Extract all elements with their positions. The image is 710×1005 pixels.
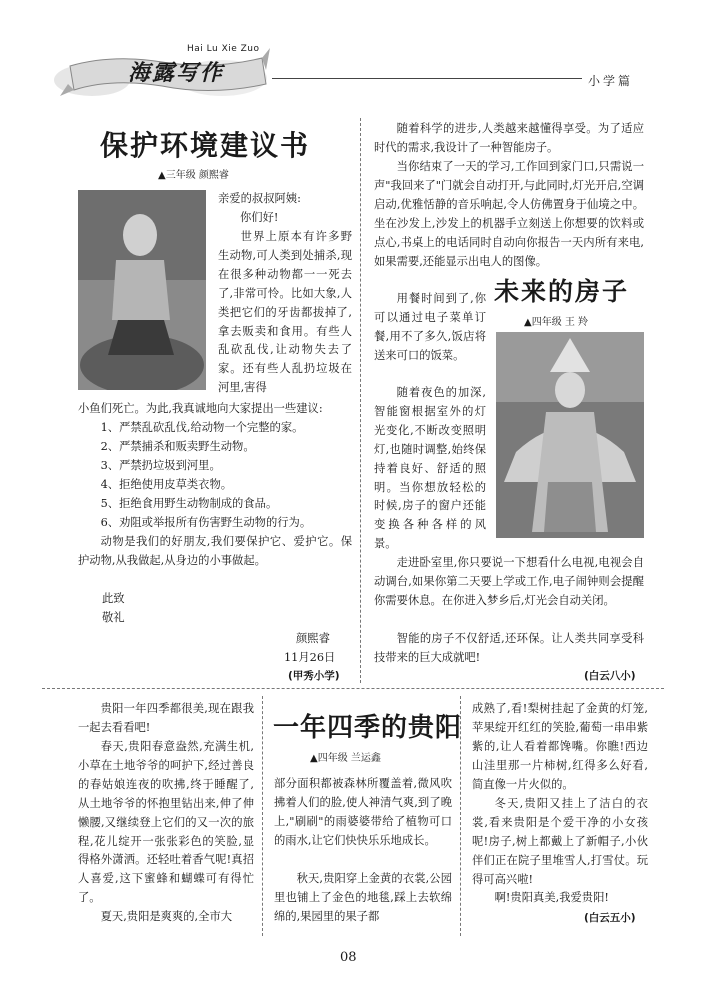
- list-item: 6、劝阻或举报所有伤害野生动物的行为。: [100, 515, 312, 529]
- article3-col3-para1: 成熟了,看!梨树挂起了金黄的灯笼,苹果绽开红红的笑脸,葡萄一串串紫紫的,让人看着都馋嘴。你瞧!西边山洼里那一片柿树,红得多么好看,简直像一片火似的。: [472, 702, 648, 791]
- article1-date: 11月26日: [284, 651, 336, 664]
- article1-greeting: 你们好!: [240, 211, 279, 224]
- article1-byline: ▲三年级 颜熙睿: [158, 170, 229, 181]
- article1-suggestion-list: [78, 419, 352, 532]
- list-item: 5、拒绝食用野生动物制成的食品。: [100, 496, 278, 510]
- column-divider: [460, 696, 461, 936]
- article2-paragraph-4: 随着夜色的加深,智能窗根据室外的灯光变化,不断改变照明灯,也随时调整,始终保持着良好、舒适的照明。当你想放轻松的时候,房子的窗户还能变换各种各样的风景。: [374, 386, 486, 551]
- article2-paragraph-5: 走进卧室里,你只要说一下想看什么电视,电视会自动调台,如果你第二天要上学或工作,电子闹钟则会提醒你需要休息。在你进入梦乡后,灯光会自动关闭。: [374, 556, 644, 607]
- section-divider: [42, 688, 664, 689]
- article1-title: 保护环境建议书: [100, 129, 311, 162]
- article2-school: (白云八小): [584, 670, 636, 682]
- article3-col3-para2: 冬天,贵阳又挂上了洁白的衣裳,看来贵阳是个爱干净的小女孩呢!房子,树上都戴上了新帽子,小伙伴们正在院子里堆雪人,打雪仗。玩得可高兴啦!: [472, 797, 648, 886]
- article2-paragraph-2: 当你结束了一天的学习,工作回到家门口,只需说一声"我回来了"门就会自动打开,与此同时,灯光开启,空调启动,优雅恬静的音乐响起,令人仿佛置身于仙境之中。坐在沙发上,沙发上的机器手立刻送上你想要的饮料或点心,书桌上的电话同时自动向你报告一天内所有来电,如果需要,还能显示出电人的图像。: [374, 160, 644, 268]
- article3-col3-para3: 啊!贵阳真美,我爱贵阳!: [494, 891, 609, 904]
- column-divider: [262, 696, 263, 936]
- article3-byline: ▲四年级 兰运鑫: [310, 753, 381, 764]
- page-number: 08: [340, 950, 357, 965]
- article2-paragraph-1: 随着科学的进步,人类越来越懂得享受。为了适应时代的需求,我设计了一种智能房子。: [374, 122, 644, 154]
- article1-closing-1: 此致: [102, 592, 125, 605]
- article1-closing-2: 敬礼: [102, 611, 125, 624]
- article1-signature: 颜熙睿: [296, 632, 330, 645]
- list-item: 1、严禁乱砍乱伐,给动物一个完整的家。: [100, 421, 304, 434]
- article1-paragraph-2: 动物是我们的好朋友,我们要保护它、爱护它。保护动物,从我做起,从身边的小事做起。: [78, 535, 352, 567]
- article2-author-photo: [496, 332, 644, 538]
- column-divider: [360, 118, 361, 683]
- list-item: 3、严禁扔垃圾到河里。: [100, 458, 221, 472]
- list-item: 2、严禁捕杀和贩卖野生动物。: [100, 439, 255, 453]
- article1-author-photo: [78, 190, 206, 390]
- header-section-label: 小学篇: [588, 74, 634, 88]
- article3-school: (白云五小): [584, 912, 636, 924]
- article3-col2-para2: 秋天,贵阳穿上金黄的衣裳,公园里也铺上了金色的地毯,踩上去软绵绵的,果园里的果子都: [274, 872, 452, 923]
- article1-paragraph-1b: 小鱼们死亡。为此,我真诚地向大家提出一些建议:: [78, 402, 323, 415]
- article2-paragraph-3: 用餐时间到了,你可以通过电子菜单订餐,用不了多久,饭店将送来可口的饭菜。: [374, 292, 486, 362]
- article1-school: (甲秀小学): [288, 670, 340, 682]
- article3-col1-para2: 春天,贵阳春意盎然,充满生机,小草在土地爷爷的呵护下,经过善良的春姑娘连夜的吹拂,终于睡醒了,从土地爷爷的怀抱里钻出来,伸了伸懒腰,又继续登上它们的又一次的旅程,花儿绽开一张张彩色的笑脸,显得格外潇洒。还轻吐着香气呢!真招人喜爱,这下蜜蜂和蝴蝶可有得忙了。: [78, 740, 254, 905]
- header-rule: [272, 78, 582, 79]
- article1-salutation: 亲爱的叔叔阿姨:: [218, 192, 301, 205]
- article1-paragraph-1a: 世界上原本有许多野生动物,可人类到处捕杀,现在很多种动物都一一死去了,非常可怜。比如大象,人类把它们的牙齿都拔掉了,拿去贩卖和食用。有些人乱砍乱伐,让动物失去了家。还有些人乱扔垃圾在河里,害得: [218, 230, 352, 395]
- article3-col1-para1: 贵阳一年四季都很美,现在跟我一起去看看吧!: [78, 702, 254, 734]
- header-title: 海露写作: [128, 60, 225, 86]
- article2-byline: ▲四年级 王 羚: [524, 317, 589, 328]
- article3-title: 一年四季的贵阳: [273, 713, 463, 743]
- article3-col2-para1: 部分面积都被森林所覆盖着,微风吹拂着人们的脸,使人神清气爽,到了晚上,"刷刷"的雨婆婆带给了植物可口的雨水,让它们快快乐乐地成长。: [274, 777, 452, 847]
- article2-paragraph-6: 智能的房子不仅舒适,还环保。让人类共同享受科技带来的巨大成就吧!: [374, 632, 644, 664]
- header-pinyin: Hai Lu Xie Zuo: [187, 44, 260, 54]
- article2-title: 未来的房子: [494, 277, 630, 306]
- list-item: 4、拒绝使用皮草类衣物。: [100, 477, 233, 491]
- article3-col1-para3: 夏天,贵阳是爽爽的,全市大: [100, 910, 233, 923]
